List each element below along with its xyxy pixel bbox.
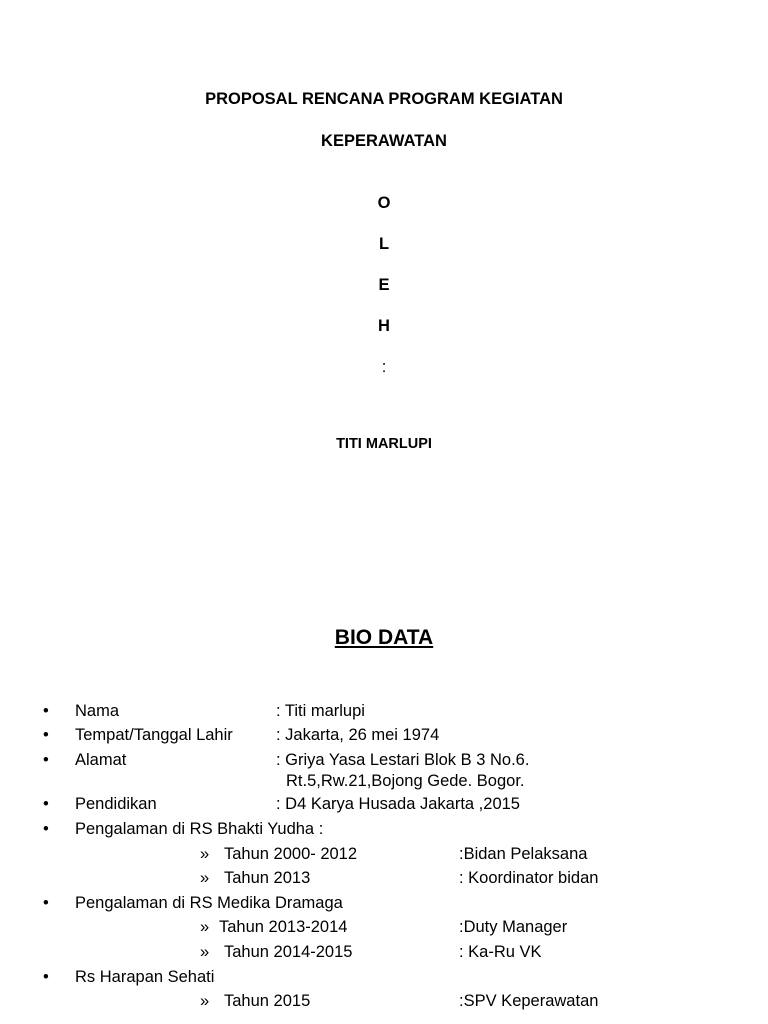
oleh-letter-h: H	[378, 317, 390, 335]
field-label: Nama	[75, 702, 120, 720]
bullet: •	[43, 894, 49, 912]
experience-year: Tahun 2015	[224, 992, 311, 1010]
experience-label: Pengalaman di RS Medika Dramaga	[75, 894, 343, 912]
experience-position: :SPV Keperawatan	[459, 992, 599, 1010]
experience-year: Tahun 2013-2014	[219, 918, 348, 936]
experience-item	[0, 869, 768, 891]
experience-year: Tahun 2000- 2012	[224, 845, 358, 863]
oleh-letter-e: E	[378, 276, 390, 294]
experience-position: :Duty Manager	[459, 918, 568, 936]
field-value-continued: Rt.5,Rw.21,Bojong Gede. Bogor.	[286, 772, 525, 790]
sub-bullet: »	[200, 918, 210, 936]
experience-label: Rs Harapan Sehati	[75, 968, 215, 986]
field-value: : Titi marlupi	[276, 702, 365, 720]
oleh-colon: :	[381, 358, 387, 376]
experience-position: :Bidan Pelaksana	[459, 845, 588, 863]
document-subtitle: KEPERAWATAN	[321, 132, 447, 150]
author-name: TITI MARLUPI	[336, 436, 432, 452]
field-value: : Griya Yasa Lestari Blok B 3 No.6.	[276, 751, 530, 769]
field-value: : D4 Karya Husada Jakarta ,2015	[276, 795, 520, 813]
sub-bullet: »	[200, 869, 210, 887]
oleh-letter-l: L	[378, 235, 390, 253]
field-label: Pendidikan	[75, 795, 157, 813]
document-title: PROPOSAL RENCANA PROGRAM KEGIATAN	[205, 90, 563, 108]
experience-item	[0, 943, 768, 965]
field-label: Tempat/Tanggal Lahir	[75, 726, 233, 744]
experience-item	[0, 992, 768, 1014]
experience-year: Tahun 2014-2015	[224, 943, 353, 961]
sub-bullet: »	[200, 943, 210, 961]
bullet: •	[43, 751, 49, 769]
experience-position: : Ka-Ru VK	[459, 943, 542, 961]
experience-year: Tahun 2013	[224, 869, 311, 887]
experience-item	[0, 918, 768, 940]
sub-bullet: »	[200, 992, 210, 1010]
experience-item	[0, 845, 768, 867]
bullet: •	[43, 702, 49, 720]
experience-bhakti-yudha	[0, 820, 768, 842]
bullet: •	[43, 726, 49, 744]
sub-bullet: »	[200, 845, 210, 863]
biodata-heading: BIO DATA	[334, 626, 434, 649]
field-label: Alamat	[75, 751, 127, 769]
field-tempat-tanggal-lahir	[0, 726, 768, 748]
field-nama	[0, 702, 768, 724]
oleh-letter-o: O	[377, 194, 391, 212]
field-pendidikan	[0, 795, 768, 817]
experience-harapan-sehati	[0, 968, 768, 990]
field-value: : Jakarta, 26 mei 1974	[276, 726, 440, 744]
bullet: •	[43, 795, 49, 813]
field-alamat	[0, 751, 768, 795]
experience-label: Pengalaman di RS Bhakti Yudha :	[75, 820, 324, 838]
experience-position: : Koordinator bidan	[459, 869, 599, 887]
experience-medika-dramaga	[0, 894, 768, 916]
bullet: •	[43, 968, 49, 986]
bullet: •	[43, 820, 49, 838]
